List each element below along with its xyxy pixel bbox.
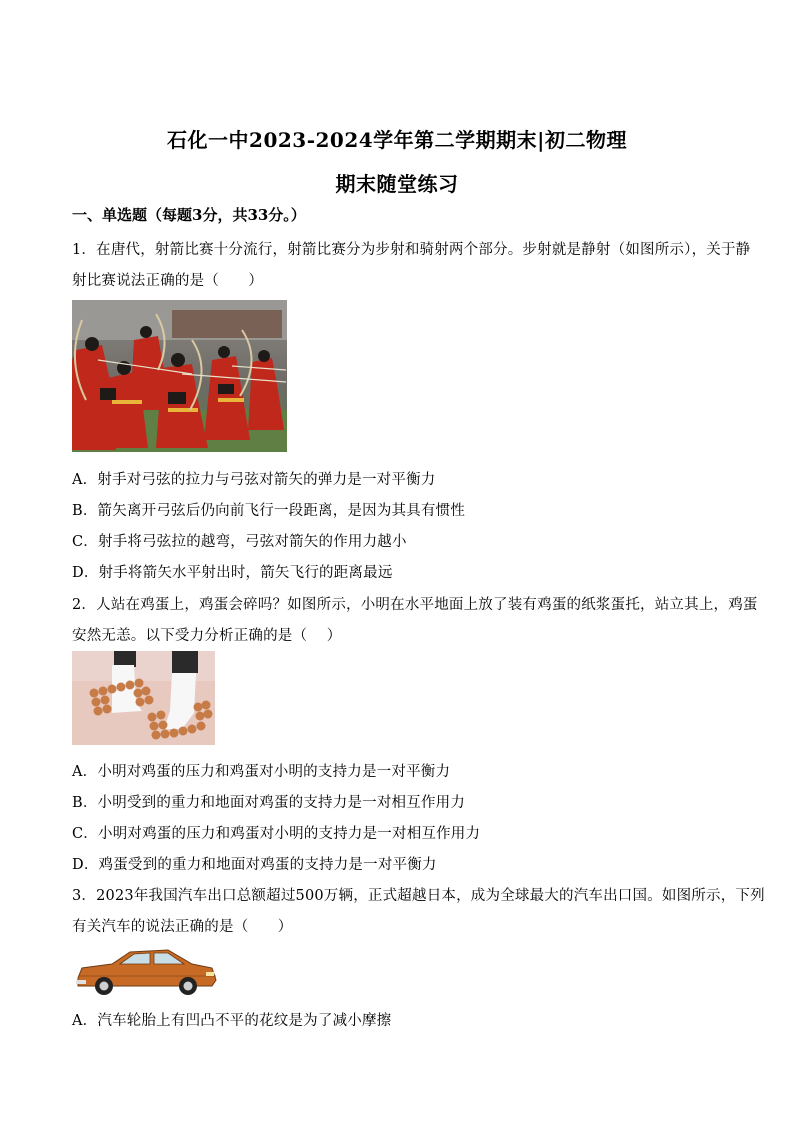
section-heading: 一、单选题（每题3分，共33分。） bbox=[72, 206, 306, 224]
page-title: 石化一中2023-2024学年第二学期期末|初二物理 bbox=[167, 128, 627, 152]
eggs-photo bbox=[72, 651, 215, 745]
question-2-option-b: B．小明受到的重力和地面对鸡蛋的支持力是一对相互作用力 bbox=[72, 795, 466, 811]
question-3-stem-line-2: 有关汽车的说法正确的是（ ） bbox=[72, 919, 293, 935]
question-1-stem-line-2: 射比赛说法正确的是（ ） bbox=[72, 273, 264, 289]
question-2-option-d: D．鸡蛋受到的重力和地面对鸡蛋的支持力是一对平衡力 bbox=[72, 857, 437, 873]
question-2-stem-line-2: 安然无恙。以下受力分析正确的是（ ） bbox=[72, 628, 342, 644]
question-1-option-c: C．射手将弓弦拉的越弯，弓弦对箭矢的作用力越小 bbox=[72, 534, 407, 550]
car-illustration bbox=[72, 944, 218, 996]
question-1-option-a: A．射手对弓弦的拉力与弓弦对箭矢的弹力是一对平衡力 bbox=[72, 472, 436, 488]
archery-photo bbox=[72, 300, 287, 452]
question-1-stem-line-1: 1．在唐代，射箭比赛十分流行，射箭比赛分为步射和骑射两个部分。步射就是静射（如图所示），关于静 bbox=[72, 242, 751, 258]
question-2-option-c: C．小明对鸡蛋的压力和鸡蛋对小明的支持力是一对相互作用力 bbox=[72, 826, 481, 842]
page-subtitle: 期末随堂练习 bbox=[335, 172, 459, 196]
question-3-option-a: A．汽车轮胎上有凹凸不平的花纹是为了减小摩擦 bbox=[72, 1013, 392, 1029]
question-1-option-b: B．箭矢离开弓弦后仍向前飞行一段距离，是因为其具有惯性 bbox=[72, 503, 466, 519]
question-2-option-a: A．小明对鸡蛋的压力和鸡蛋对小明的支持力是一对平衡力 bbox=[72, 764, 451, 780]
question-2-stem-line-1: 2．人站在鸡蛋上，鸡蛋会碎吗？如图所示，小明在水平地面上放了装有鸡蛋的纸浆蛋托，站立其上，鸡蛋 bbox=[72, 597, 758, 613]
question-1-option-d: D．射手将箭矢水平射出时，箭矢飞行的距离最远 bbox=[72, 565, 393, 581]
question-3-stem-line-1: 3．2023年我国汽车出口总额超过500万辆，正式超越日本，成为全球最大的汽车出口国。如图所示，下列 bbox=[72, 888, 765, 904]
